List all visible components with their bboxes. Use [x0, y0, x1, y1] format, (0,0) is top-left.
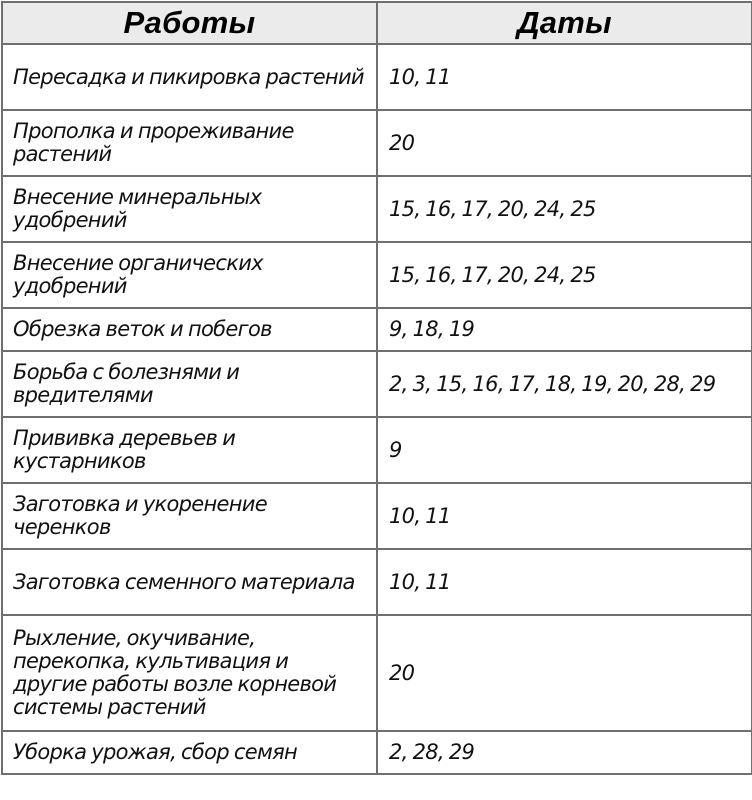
dates-cell: [377, 110, 752, 176]
dates-cell: [377, 483, 752, 549]
work-cell: [2, 110, 377, 176]
table-row: [2, 44, 752, 110]
work-cell: [2, 176, 377, 242]
dates-cell: [377, 242, 752, 308]
work-text: Борьба с болезнями и вредителями: [13, 360, 240, 407]
dates-text: 2, 28, 29: [389, 740, 475, 764]
dates-text: 15, 16, 17, 20, 24, 25: [389, 262, 596, 287]
table-row: [2, 549, 752, 615]
work-cell: [2, 417, 377, 483]
dates-text: 2, 3, 15, 16, 17, 18, 19, 20, 28, 29: [389, 371, 716, 396]
work-text: Заготовка семенного материала: [13, 569, 355, 594]
work-text: Внесение минеральных удобрений: [13, 185, 262, 232]
work-cell: [2, 731, 377, 774]
dates-cell: [377, 44, 752, 110]
dates-cell: [377, 351, 752, 417]
work-text: Рыхление, окучивание, перекопка, культивация и другие работы возле корневой системы растений: [13, 626, 337, 719]
work-text: Прививка деревьев и кустарников: [13, 426, 236, 473]
dates-cell: [377, 176, 752, 242]
column-header-works: Работы: [2, 2, 377, 44]
dates-text: 20: [389, 660, 415, 685]
work-cell: [2, 351, 377, 417]
work-text: Обрезка веток и побегов: [13, 317, 272, 341]
dates-cell: [377, 731, 752, 774]
work-cell: [2, 483, 377, 549]
table-header-row: [2, 2, 752, 44]
work-cell: [2, 615, 377, 731]
table-row: [2, 242, 752, 308]
dates-text: 10, 11: [389, 503, 451, 528]
table-row: [2, 483, 752, 549]
table-row: [2, 110, 752, 176]
table-row: [2, 731, 752, 774]
dates-cell: [377, 549, 752, 615]
work-cell: [2, 308, 377, 351]
dates-cell: [377, 615, 752, 731]
table-row: [2, 417, 752, 483]
table-row: [2, 351, 752, 417]
work-text: Внесение органических удобрений: [13, 251, 263, 298]
column-header-dates: Даты: [377, 2, 752, 44]
dates-text: 20: [389, 130, 415, 155]
dates-text: 9: [389, 437, 402, 462]
table-row: [2, 615, 752, 731]
table-row: [2, 176, 752, 242]
work-cell: [2, 44, 377, 110]
work-cell: [2, 549, 377, 615]
dates-text: 10, 11: [389, 64, 451, 89]
dates-text: 10, 11: [389, 569, 451, 594]
garden-works-calendar-table: [1, 1, 752, 775]
work-cell: [2, 242, 377, 308]
dates-text: 15, 16, 17, 20, 24, 25: [389, 196, 596, 221]
dates-text: 9, 18, 19: [389, 317, 475, 341]
work-text: Уборка урожая, сбор семян: [13, 740, 298, 764]
work-text: Заготовка и укоренение черенков: [13, 492, 267, 539]
work-text: Пересадка и пикировка растений: [13, 64, 364, 89]
dates-cell: [377, 417, 752, 483]
dates-cell: [377, 308, 752, 351]
work-text: Прополка и прореживание растений: [13, 119, 294, 166]
table-row: [2, 308, 752, 351]
